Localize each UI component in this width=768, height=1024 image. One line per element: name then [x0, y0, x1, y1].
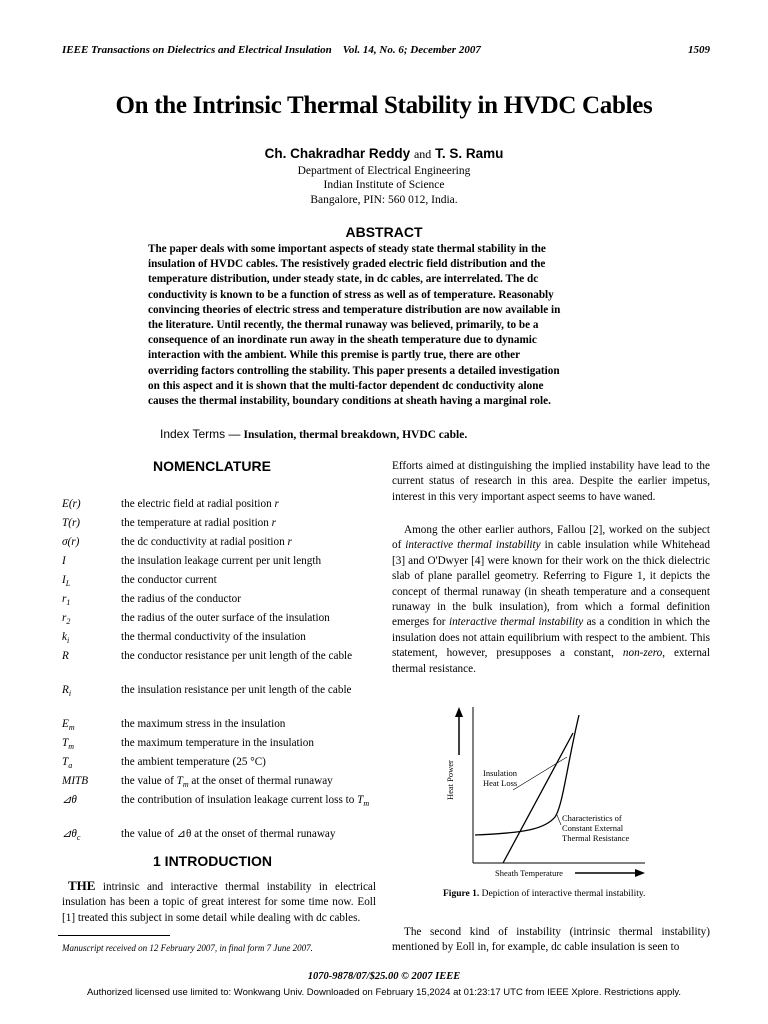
right-paragraph-2: [392, 523, 710, 677]
affiliation-address: Bangalore, PIN: 560 012, India.: [310, 194, 458, 206]
index-terms-label: Index Terms —: [160, 427, 241, 441]
author-2: T. S. Ramu: [435, 146, 504, 161]
author-conjunction: and: [413, 147, 432, 161]
nomenclature-definition: the thermal conductivity of the insulation: [121, 631, 306, 643]
abstract-line: conductivity is known to be a function of stress as well as of temperature. Reasonably: [148, 288, 554, 301]
index-terms-value: Insulation, thermal breakdown, HVDC cable.: [243, 429, 468, 441]
nomenclature-symbol: $T_m$: [62, 737, 75, 752]
nomenclature-definition: the radius of the conductor: [121, 593, 241, 605]
nomenclature-symbol: $r_1$: [62, 593, 71, 608]
figure-caption: [443, 889, 645, 899]
abstract-line: insulation of HVDC cables. The resistively graded electric field distribution and the: [148, 258, 546, 271]
nomenclature-symbol: T(r): [62, 517, 81, 529]
figure-y-label: Heat Power: [445, 760, 455, 800]
footnote: Manuscript received on 12 February 2007, in final form 7 June 2007.: [62, 943, 313, 953]
nomenclature-definition: the ambient temperature (25 °C): [121, 756, 266, 768]
affiliation-dept: Department of Electrical Engineering: [297, 165, 471, 177]
nomenclature-definition: the maximum stress in the insulation: [121, 718, 286, 730]
nomenclature-definition: the conductor current: [121, 574, 217, 586]
nomenclature-symbol: $R_i$: [62, 684, 72, 699]
introduction-lead: THE: [68, 878, 96, 893]
right-paragraph-1: Efforts aimed at distinguishing the implied instability have lead to the current status of research in this area. Despite the earlier impetus, interest in this very important aspect seems to have waned.: [392, 460, 710, 503]
journal-name: IEEE Transactions on Dielectrics and Electrical Insulation: [62, 44, 332, 56]
abstract-line: overriding factors controlling the stability. This paper presents a detailed investigation: [148, 364, 560, 377]
introduction-text: intrinsic and interactive thermal instability in electrical insulation has been a topic of great interest for some time now. Eoll [1] treated this subject in some detail while dealing with dc cables.: [62, 881, 376, 924]
y-arrowhead: [455, 707, 463, 717]
abstract-line: The paper deals with some important aspects of steady state thermal stability in the: [148, 243, 546, 255]
nomenclature-definition: the conductor resistance per unit length of the cable: [121, 650, 353, 662]
nomenclature-definition: the value of $T_m$ at the onset of thermal runaway: [121, 775, 333, 790]
abstract-line: the literature. Until recently, the thermal runaway was believed, primarily, to be a: [148, 319, 539, 332]
nomenclature-symbol: ⊿θ: [62, 794, 77, 806]
abstract-heading: ABSTRACT: [345, 224, 423, 240]
figure-label-line: Heat Loss: [483, 778, 518, 788]
figure-curve1-label: [483, 768, 517, 788]
introduction-paragraph: [62, 878, 376, 926]
figure-1-diagram: [445, 695, 655, 885]
abstract-line: causes the thermal instability, boundary conditions at sheath having a marginal role.: [148, 395, 551, 408]
abstract-line: temperature distribution, under steady state, in dc cables, are interrelated. The dc: [148, 273, 539, 286]
text-run: in cable insulation while Whitehead [3] and O'Dwyer [4] were known for their work on the thick dielectric slab of plane parallel geometry. Referring to Figure 1, it depicts the concept of thermal runaway (in sheath temperature and a consequent runaway in the bulk insulation), from which a formal definition emerges for: [392, 539, 710, 629]
label-pointer: [513, 757, 567, 790]
nomenclature-definition: the temperature at radial position r: [121, 517, 277, 529]
x-arrowhead: [635, 869, 645, 877]
thermal-resistance-line: [503, 733, 573, 863]
nomenclature-definition: the contribution of insulation leakage current loss to $T_m$: [121, 794, 370, 809]
nomenclature-definition: the dc conductivity at radial position r: [121, 536, 292, 548]
running-header: [62, 44, 481, 56]
figure-curve2-label: [562, 813, 629, 843]
figure-caption-text: Depiction of interactive thermal instability.: [479, 889, 646, 899]
nomenclature-symbol: MITB: [62, 775, 89, 787]
nomenclature-symbol: $⊿\theta_c$: [62, 828, 81, 843]
abstract-line: convincing theories of electric stress and temperature distribution are now available in: [148, 303, 561, 316]
index-terms: [160, 427, 467, 442]
nomenclature-definition: the radius of the outer surface of the insulation: [121, 612, 330, 624]
figure-caption-number: Figure 1.: [443, 889, 480, 899]
nomenclature-heading: NOMENCLATURE: [153, 458, 271, 474]
affiliation-institute: Indian Institute of Science: [323, 179, 445, 191]
abstract-line: consequence of an inordinate run away in the sheath temperature due to dynamic: [148, 334, 537, 347]
nomenclature-definition: the electric field at radial position r: [121, 498, 279, 510]
nomenclature-definition: the insulation resistance per unit length of the cable: [121, 684, 352, 696]
nomenclature-definition: the insulation leakage current per unit length: [121, 555, 322, 567]
nomenclature-symbol: I: [62, 555, 66, 567]
figure-label-line: Thermal Resistance: [562, 833, 630, 843]
journal-volume: Vol. 14, No. 6; December 2007: [342, 44, 481, 56]
authors: [0, 146, 768, 162]
copyright-line: 1070-9878/07/$25.00 © 2007 IEEE: [307, 971, 461, 982]
text-run-italic: interactive thermal instability: [405, 539, 541, 552]
license-notice: Authorized licensed use limited to: Wonkwang Univ. Downloaded on February 15,2024 at 01:23:17 UTC from IEEE Xplore. Restrictions apply.: [86, 987, 682, 998]
text-run: , external thermal resistance.: [392, 647, 710, 675]
nomenclature-symbol: $E_m$: [62, 718, 75, 733]
nomenclature-symbol: $I_L$: [62, 574, 71, 589]
nomenclature-symbol: $k_i$: [62, 631, 70, 646]
abstract-line: interaction with the ambient. While this premise is partly true, there are other: [148, 349, 521, 362]
nomenclature-definition: the value of ⊿θ at the onset of thermal runaway: [121, 828, 336, 840]
figure-label-line: Characteristics of: [562, 813, 622, 823]
nomenclature-definition: the maximum temperature in the insulation: [121, 737, 314, 749]
nomenclature-symbol: $r_2$: [62, 612, 71, 627]
introduction-heading: 1 INTRODUCTION: [153, 853, 272, 869]
figure-label-line: Constant External: [562, 823, 624, 833]
text-run: Among the other earlier authors, Fallou [2], worked on the subject of: [392, 524, 710, 552]
abstract-line: on this aspect and it is shown that the multi-factor dependent dc conductivity alone: [148, 379, 544, 392]
paper-title: On the Intrinsic Thermal Stability in HVDC Cables: [115, 92, 653, 119]
right-paragraph-3: The second kind of instability (intrinsic thermal instability) mentioned by Eoll in, for example, dc cable insulation is seen to: [392, 926, 710, 954]
nomenclature-symbol: E(r): [62, 498, 81, 510]
text-run-italic: interactive thermal instability: [448, 616, 584, 629]
footnote-rule: [58, 935, 170, 936]
figure-label-line: Insulation: [483, 768, 517, 778]
nomenclature-symbol: R: [62, 650, 69, 662]
label-pointer: [557, 815, 561, 825]
page-number: 1509: [688, 44, 710, 56]
figure-x-label: Sheath Temperature: [495, 868, 563, 878]
text-run: as a condition in which the insulation does not attain equilibrium with respect to the ambient. This statement, however, presupposes a constant,: [392, 616, 710, 660]
author-1: Ch. Chakradhar Reddy: [264, 146, 411, 161]
nomenclature-symbol: σ(r): [62, 536, 80, 548]
abstract-body: [148, 242, 620, 409]
nomenclature-symbol: $T_a$: [62, 756, 73, 771]
text-run-italic: non-zero: [622, 647, 663, 660]
